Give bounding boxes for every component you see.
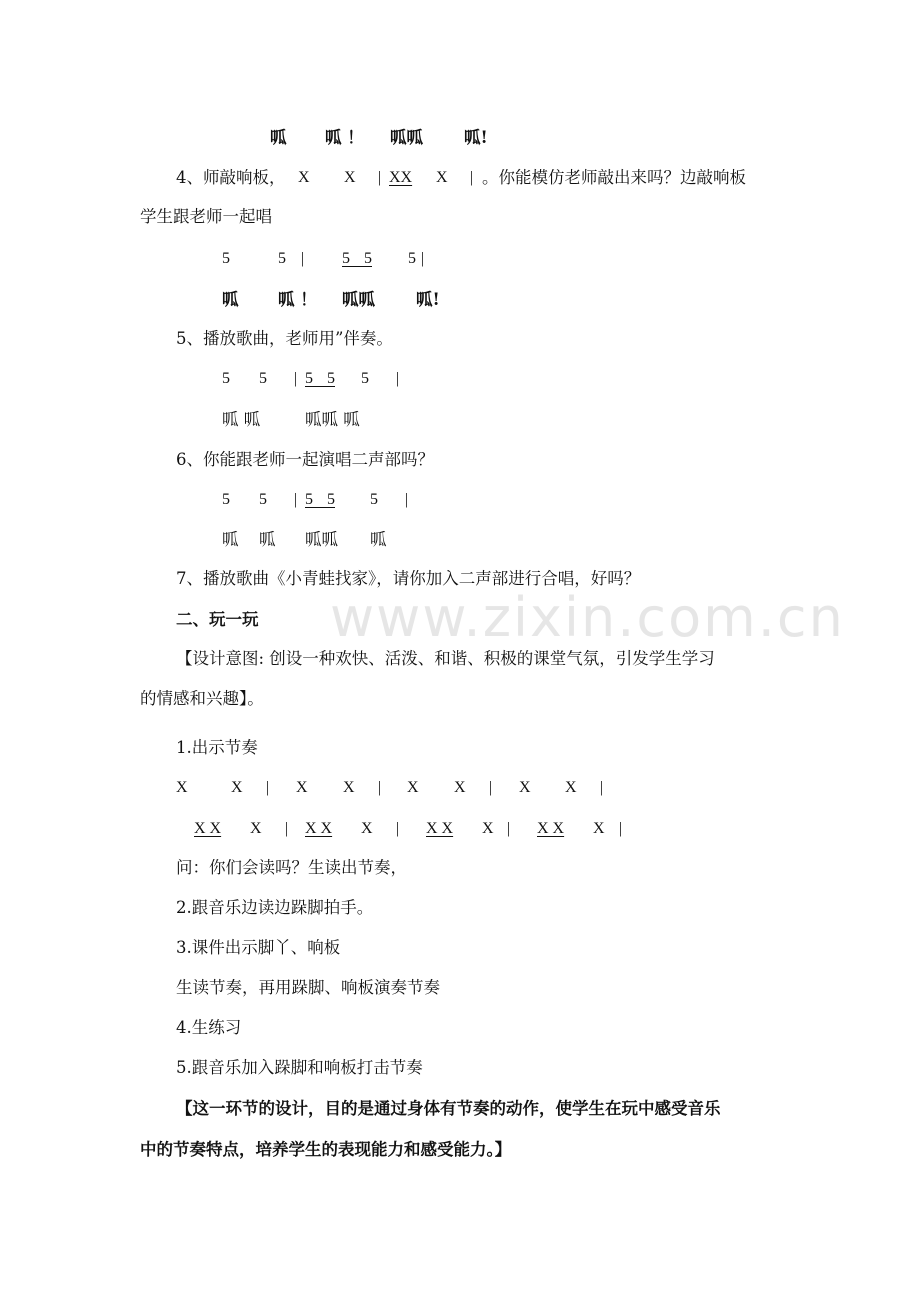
note: 5 — [408, 250, 416, 267]
lyric-syllable: 呱 — [259, 530, 276, 549]
rhythm-note: X X — [537, 820, 565, 837]
lyric-syllable: 呱 ！ — [278, 290, 317, 309]
note: 5 5 — [305, 370, 335, 387]
design-intent-cont: 的情感和兴趣】。 — [140, 689, 264, 708]
barline: | — [266, 779, 270, 796]
rhythm-note: XX — [389, 169, 413, 186]
lyric-syllable: 呱 — [270, 128, 287, 147]
lyric-syllable: 呱呱 — [390, 128, 423, 147]
rhythm-note: X — [482, 820, 494, 837]
barline: | — [301, 250, 305, 267]
barline: | — [378, 169, 382, 186]
barline: | — [489, 779, 493, 796]
step-3-detail: 生读节奏，再用跺脚、响板演奏节奏 — [176, 978, 440, 997]
step-6-title: 6、你能跟老师一起演唱二声部吗？ — [176, 450, 434, 469]
rhythm-note: X X — [305, 820, 333, 837]
rhythm-note: X X — [426, 820, 454, 837]
question-line: 问：你们会读吗？生读出节奏， — [176, 858, 407, 877]
rhythm-note: X X — [194, 820, 222, 837]
rhythm-note: X — [565, 779, 577, 796]
barline: | — [405, 491, 409, 508]
rhythm-note: X — [593, 820, 605, 837]
rhythm-note: X — [519, 779, 531, 796]
rhythm-note: X — [454, 779, 466, 796]
barline: | — [378, 779, 382, 796]
rhythm-note: X — [176, 779, 188, 796]
note: 5 — [259, 491, 267, 508]
note: 5 5 — [342, 250, 372, 267]
step-2: 2.跟音乐边读边跺脚拍手。 — [176, 898, 374, 917]
step-4-title: 4、师敲响板， — [176, 168, 286, 187]
step-5-title: 5、播放歌曲，老师用”伴奏。 — [176, 329, 393, 348]
note: 5 — [222, 491, 230, 508]
barline: | — [507, 820, 511, 837]
lyric-syllable: 呱呱 呱 — [305, 410, 360, 429]
step-1: 1.出示节奏 — [176, 738, 258, 757]
rhythm-note: X — [361, 820, 373, 837]
barline: | — [396, 820, 400, 837]
note: 5 — [370, 491, 378, 508]
note: 5 — [278, 250, 286, 267]
step-4-title-cont: 。你能模仿老师敲出来吗？边敲响板 — [482, 168, 746, 187]
note: 5 — [222, 250, 230, 267]
summary: 【这一环节的设计，目的是通过身体有节奏的动作，使学生在玩中感受音乐 — [176, 1099, 721, 1118]
lyric-syllable: 呱 呱 — [222, 410, 261, 429]
rhythm-note: X — [343, 779, 355, 796]
step-7-title: 7、播放歌曲《小青蛙找家》，请你加入二声部进行合唱，好吗？ — [176, 569, 641, 588]
rhythm-note: X — [298, 169, 310, 186]
note: 5 — [222, 370, 230, 387]
barline: | — [294, 370, 298, 387]
lyric-syllable: 呱 — [370, 530, 387, 549]
rhythm-note: X — [407, 779, 419, 796]
barline: | — [470, 169, 474, 186]
step-3: 3.课件出示脚丫、响板 — [176, 938, 341, 957]
step-4-title-cont: 学生跟老师一起唱 — [140, 207, 272, 226]
note: 5 — [361, 370, 369, 387]
barline: | — [396, 370, 400, 387]
rhythm-note: X — [436, 169, 448, 186]
lyric-syllable: 呱! — [464, 128, 488, 147]
rhythm-note: X — [296, 779, 308, 796]
lyric-syllable: 呱! — [416, 290, 440, 309]
note: 5 — [259, 370, 267, 387]
rhythm-note: X — [231, 779, 243, 796]
rhythm-note: X — [344, 169, 356, 186]
lyric-syllable: 呱呱 — [342, 290, 375, 309]
summary-cont: 中的节奏特点，培养学生的表现能力和感受能力。】 — [140, 1140, 512, 1159]
step-5-practice: 5.跟音乐加入跺脚和响板打击节奏 — [176, 1058, 423, 1077]
step-4-practice: 4.生练习 — [176, 1018, 242, 1037]
lyric-syllable: 呱 — [222, 290, 239, 309]
lyric-syllable: 呱 ！ — [325, 128, 364, 147]
lyric-syllable: 呱呱 — [305, 530, 338, 549]
note: 5 5 — [305, 491, 335, 508]
lyric-syllable: 呱 — [222, 530, 239, 549]
rhythm-note: X — [250, 820, 262, 837]
barline: | — [600, 779, 604, 796]
watermark: www.zixin.com.cn — [330, 586, 845, 649]
barline: | — [421, 250, 425, 267]
barline: | — [285, 820, 289, 837]
barline: | — [619, 820, 623, 837]
design-intent: 【设计意图: 创设一种欢快、活泼、和谐、积极的课堂气氛，引发学生学习 — [176, 649, 715, 668]
section-2-heading: 二、玩一玩 — [176, 610, 259, 629]
barline: | — [294, 491, 298, 508]
